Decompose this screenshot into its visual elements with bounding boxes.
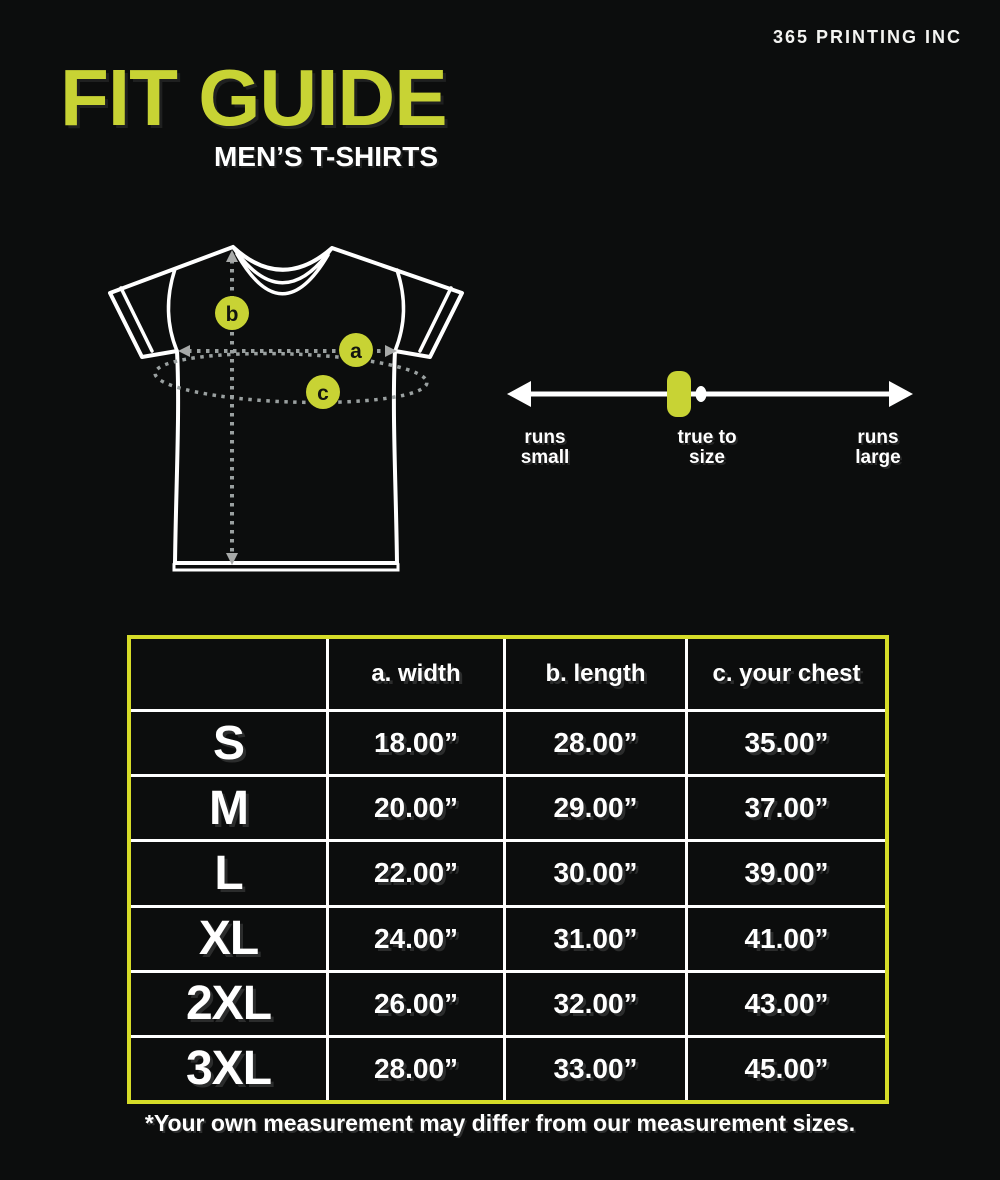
column-header-width: a. width bbox=[329, 639, 503, 709]
size-label: 3XL bbox=[131, 1038, 326, 1100]
runs-large-line1: runs bbox=[857, 427, 899, 448]
right-sleeve-seam bbox=[395, 270, 404, 351]
tshirt-diagram bbox=[90, 230, 480, 590]
length-value: 32.00” bbox=[506, 973, 685, 1035]
chest-value: 37.00” bbox=[688, 777, 885, 839]
size-label: 2XL bbox=[131, 973, 326, 1035]
length-value: 33.00” bbox=[506, 1038, 685, 1100]
width-value: 24.00” bbox=[329, 908, 503, 970]
width-value: 18.00” bbox=[329, 712, 503, 774]
width-value: 20.00” bbox=[329, 777, 503, 839]
marker-c bbox=[306, 375, 340, 409]
length-value: 31.00” bbox=[506, 908, 685, 970]
width-value: 22.00” bbox=[329, 842, 503, 904]
scale-label-runs-large bbox=[838, 428, 918, 468]
marker-a-label: a bbox=[350, 340, 362, 363]
page-header bbox=[60, 53, 447, 172]
chest-value: 35.00” bbox=[688, 712, 885, 774]
size-table bbox=[127, 635, 889, 1104]
column-header-length: b. length bbox=[506, 639, 685, 709]
scale-arrow-right bbox=[889, 381, 913, 407]
chest-value: 43.00” bbox=[688, 973, 885, 1035]
column-header-chest: c. your chest bbox=[688, 639, 885, 709]
chest-value: 41.00” bbox=[688, 908, 885, 970]
length-value: 30.00” bbox=[506, 842, 685, 904]
chest-value: 45.00” bbox=[688, 1038, 885, 1100]
scale-label-true-to-size bbox=[647, 428, 767, 468]
measurement-disclaimer: *Your own measurement may differ from our measurement sizes. bbox=[144, 1110, 856, 1136]
marker-b-label: b bbox=[225, 303, 239, 326]
fit-scale bbox=[505, 368, 915, 420]
width-value: 28.00” bbox=[329, 1038, 503, 1100]
collar-front-top bbox=[233, 247, 332, 283]
size-label: M bbox=[131, 777, 326, 839]
left-sleeve-seam bbox=[168, 269, 177, 351]
true-to-size-line1: true to bbox=[677, 427, 737, 448]
size-label: L bbox=[131, 842, 326, 904]
runs-small-line2: small bbox=[520, 447, 570, 468]
page-subtitle: MEN’S T-SHIRTS bbox=[213, 141, 438, 172]
column-header-size bbox=[131, 639, 326, 709]
scale-marker bbox=[667, 371, 691, 417]
runs-small-line1: runs bbox=[524, 427, 566, 448]
brand-text: 365 PRINTING INC bbox=[772, 27, 962, 47]
marker-a bbox=[339, 333, 373, 367]
runs-large-line2: large bbox=[855, 447, 901, 468]
scale-label-runs-small bbox=[505, 428, 585, 468]
size-label: S bbox=[131, 712, 326, 774]
scale-dot bbox=[696, 386, 707, 402]
chest-measure-ellipse bbox=[154, 349, 428, 406]
width-arrow-left bbox=[178, 345, 190, 357]
width-value: 26.00” bbox=[329, 973, 503, 1035]
page-title: FIT GUIDE bbox=[60, 53, 447, 142]
size-label: XL bbox=[131, 908, 326, 970]
length-value: 28.00” bbox=[506, 712, 685, 774]
marker-c-label: c bbox=[317, 382, 329, 405]
scale-arrow-left bbox=[507, 381, 531, 407]
length-value: 29.00” bbox=[506, 777, 685, 839]
chest-value: 39.00” bbox=[688, 842, 885, 904]
marker-b bbox=[215, 296, 249, 330]
true-to-size-line2: size bbox=[689, 447, 725, 468]
